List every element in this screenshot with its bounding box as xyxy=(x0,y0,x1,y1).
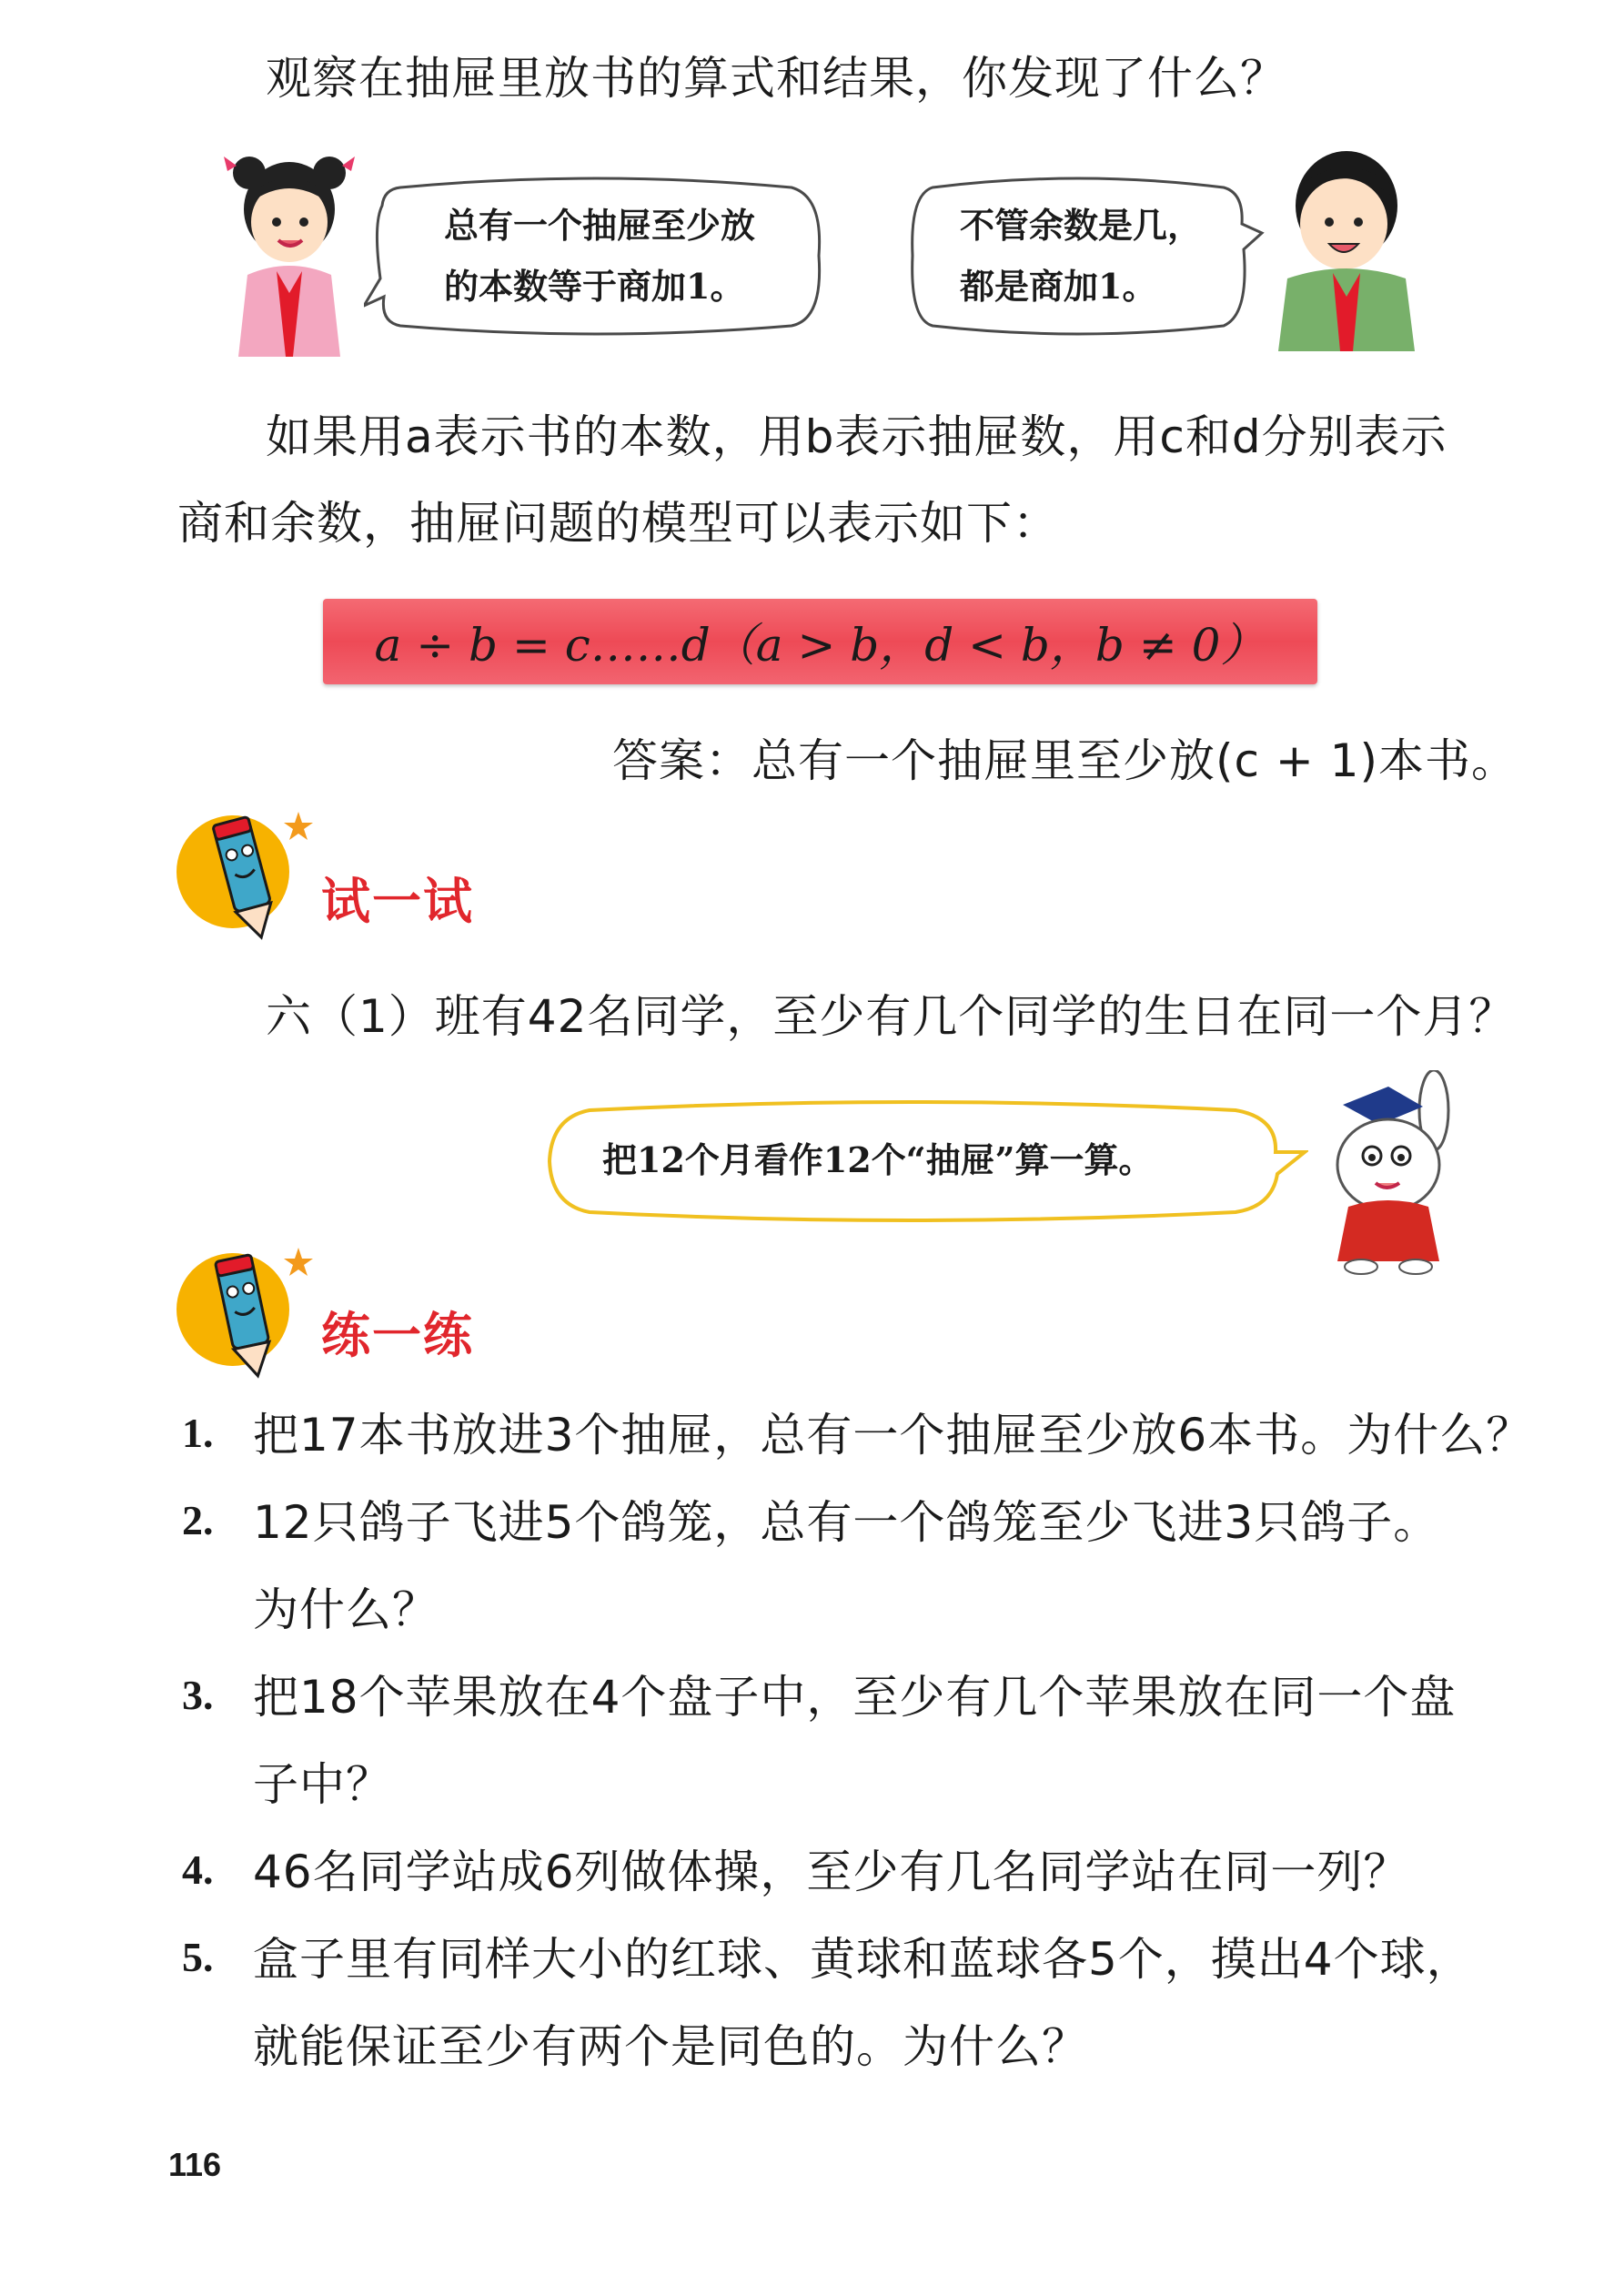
item-2-line-1: 12只鸽子飞进5个鸽笼，总有一个鸽笼至少飞进3只鸽子。 xyxy=(253,1496,1440,1549)
item-5-line-1: 盒子里有同样大小的红球、黄球和蓝球各5个，摸出4个球， xyxy=(253,1933,1473,1986)
pencil-mascot-icon xyxy=(173,799,318,945)
girl-bubble-line-2: 的本数等于商加1。 xyxy=(444,266,745,307)
item-3-number: 3. xyxy=(182,1672,214,1718)
try-title: 试一试 xyxy=(321,873,474,930)
boy-illustration xyxy=(1269,142,1424,351)
answer: 答案：总有一个抽屉里至少放(c + 1)本书。 xyxy=(612,734,1518,787)
model-line-1: 如果用a表示书的本数，用b表示抽屉数，用c和d分别表示 xyxy=(266,410,1447,463)
boy-bubble-line-2: 都是商加1。 xyxy=(960,266,1157,307)
item-3-line-2: 子中？ xyxy=(253,1758,392,1811)
item-1-number: 1. xyxy=(182,1410,214,1456)
girl-illustration xyxy=(220,138,357,357)
item-2-number: 2. xyxy=(182,1497,214,1543)
item-2-line-2: 为什么？ xyxy=(253,1583,439,1636)
rabbit-illustration xyxy=(1316,1070,1470,1278)
hint-text: 把12个月看作12个“抽屉”算一算。 xyxy=(602,1139,1154,1180)
page-number: 116 xyxy=(168,2146,222,2183)
try-question: 六（1）班有42名同学，至少有几个同学的生日在同一个月？ xyxy=(266,990,1516,1043)
formula: a ÷ b = c……d（a > b，d < b，b ≠ 0） xyxy=(374,619,1266,672)
item-5-number: 5. xyxy=(182,1934,214,1980)
boy-bubble-line-1: 不管余数是几， xyxy=(960,205,1203,246)
model-line-2: 商和余数，抽屉问题的模型可以表示如下： xyxy=(177,497,1059,550)
item-3-line-1: 把18个苹果放在4个盘子中，至少有几个苹果放在同一个盘 xyxy=(253,1671,1457,1724)
item-4-number: 4. xyxy=(182,1846,214,1893)
formula-bar xyxy=(323,599,1317,684)
practice-title: 练一练 xyxy=(321,1307,474,1364)
pencil-mascot-practice-icon xyxy=(173,1233,318,1388)
girl-bubble-line-1: 总有一个抽屉至少放 xyxy=(444,205,756,246)
item-5-line-2: 就能保证至少有两个是同色的。为什么？ xyxy=(253,2020,1088,2073)
item-1-line-1: 把17本书放进3个抽屉，总有一个抽屉至少放6本书。为什么？ xyxy=(253,1409,1533,1462)
item-4-line-1: 46名同学站成6列做体操，至少有几名同学站在同一列？ xyxy=(253,1846,1410,1898)
intro-question: 观察在抽屉里放书的算式和结果，你发现了什么？ xyxy=(266,52,1286,105)
